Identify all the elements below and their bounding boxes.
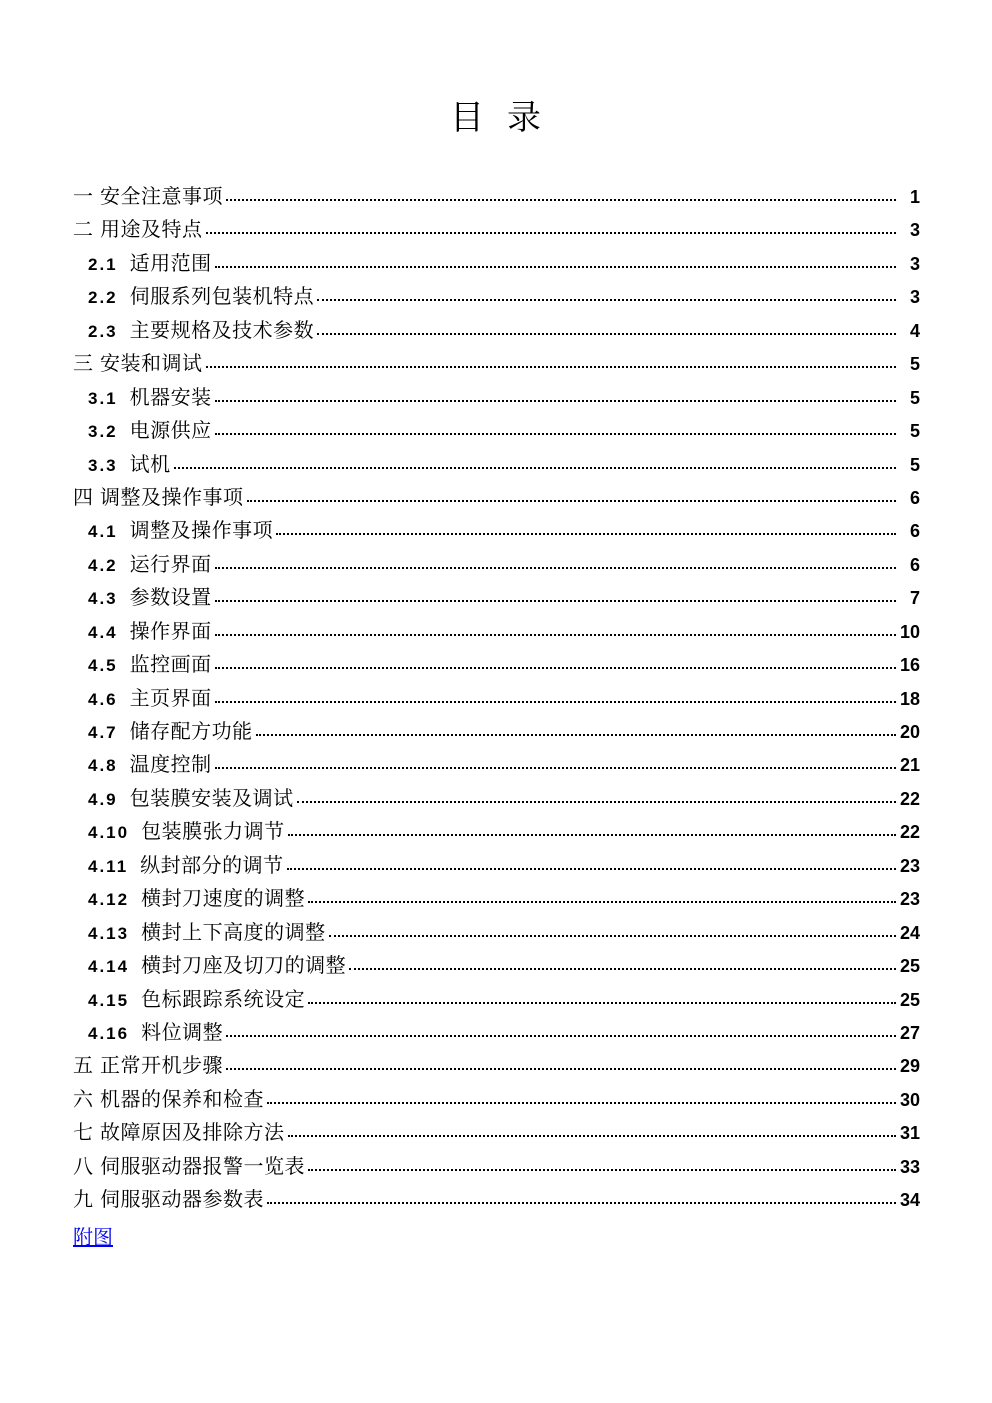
toc-leader-dots [215,266,896,268]
toc-leader-dots [215,701,896,703]
toc-leader-dots [215,634,896,636]
toc-entry[interactable] [73,749,920,782]
toc-entry-number: 3.1 [88,388,118,408]
toc-leader-dots [287,868,896,870]
toc-entry[interactable] [73,683,920,716]
toc-entry-page: 34 [899,1190,920,1211]
toc-entry-number: 3.3 [88,455,118,475]
toc-leader-dots [308,1002,896,1004]
toc-entry-page: 30 [899,1089,920,1110]
toc-entry-page: 20 [899,722,920,742]
toc-entry-label: 正常开机步骤 [100,1055,223,1078]
toc-entry-page: 23 [899,889,920,910]
toc-entry-page: 22 [899,788,920,809]
toc-entry-number: 3.2 [88,422,118,442]
toc-entry-label: 运行界面 [129,553,212,576]
toc-entry[interactable] [73,816,920,849]
toc-entry[interactable] [73,415,920,448]
toc-leader-dots [206,366,897,368]
toc-entry-label: 电源供应 [129,420,212,443]
toc-entry-number: 4.16 [88,1023,130,1043]
toc-leader-dots [297,801,896,803]
toc-leader-dots [267,1202,896,1204]
toc-entry[interactable] [73,248,920,281]
toc-entry-label: 伺服系列包装机特点 [129,286,315,309]
toc-leader-dots [215,600,896,602]
toc-leader-dots [174,467,896,469]
toc-entry-page: 5 [909,354,920,375]
toc-entry-number: 4.1 [88,522,118,542]
toc-entry-page: 3 [909,253,920,274]
toc-entry[interactable] [73,214,920,247]
toc-entry-label: 安装和调试 [100,353,203,376]
toc-entry-number: 一 [73,186,93,208]
toc-leader-dots [215,433,896,435]
toc-entry-label: 包装膜安装及调试 [129,787,294,810]
toc-entry-page: 6 [909,487,920,508]
toc-leader-dots [288,834,896,836]
toc-entry-number: 2.2 [88,288,118,308]
toc-entry-page: 6 [909,521,920,542]
toc-leader-dots [215,567,896,569]
toc-entry-page: 23 [899,855,920,876]
toc-leader-dots [288,1135,897,1137]
toc-entry-page: 24 [899,922,920,943]
toc-entry[interactable] [73,281,920,314]
toc-entry-number: 四 [73,486,93,509]
toc-leader-dots [308,1169,896,1171]
toc-entry-number: 2.1 [88,254,118,274]
toc-entry-label: 操作界面 [129,620,212,643]
toc-entry-label: 机器安装 [129,386,212,409]
toc-entry[interactable] [73,449,920,482]
toc-entry[interactable] [73,716,920,749]
toc-entry[interactable] [73,883,920,916]
toc-entry-label: 横封刀速度的调整 [141,888,306,911]
toc-entry-page: 10 [899,621,920,642]
toc-entry[interactable] [73,984,920,1017]
toc-entry-label: 主要规格及技术参数 [129,319,315,342]
toc-entry[interactable] [73,582,920,615]
toc-entry[interactable] [73,348,920,381]
toc-entry[interactable] [73,649,920,682]
toc-leader-dots [317,333,896,335]
toc-entry-label: 安全注意事项 [100,186,223,208]
toc-leader-dots [215,767,896,769]
toc-leader-dots [247,500,897,502]
toc-leader-dots [215,400,896,402]
toc-entry[interactable] [73,1084,920,1117]
toc-entry-number: 4.8 [88,756,118,776]
toc-entry-page: 3 [909,220,920,241]
toc-entry-number: 二 [73,219,93,242]
toc-entry-number: 七 [73,1122,93,1145]
toc-entry-page: 18 [899,688,920,709]
toc-entry[interactable] [73,549,920,582]
toc-entry-label: 调整及操作事项 [129,520,274,543]
toc-entry-number: 三 [73,353,93,376]
toc-entry-label: 适用范围 [129,252,212,275]
toc-entry-page: 22 [899,822,920,843]
toc-entry[interactable] [73,382,920,415]
toc-entry-label: 机器的保养和检查 [100,1088,264,1111]
toc-entry[interactable] [73,1050,920,1083]
toc-entry-number: 4.10 [88,823,130,843]
toc-leader-dots [317,299,896,301]
toc-leader-dots [226,1068,896,1070]
toc-entry[interactable] [73,783,920,816]
toc-leader-dots [256,734,896,736]
toc-entry-label: 伺服驱动器报警一览表 [100,1155,305,1178]
toc-entry-number: 4.14 [88,957,130,977]
toc-entry-page: 27 [899,1022,920,1043]
toc-entry-number: 2.3 [88,321,118,341]
toc-entry-page: 16 [899,655,920,676]
toc-entry-page: 1 [909,187,920,207]
toc-entry-page: 25 [899,956,920,977]
toc-entry-number: 4.5 [88,656,118,676]
toc-leader-dots [349,968,896,970]
toc-entry-number: 4.6 [88,689,118,709]
toc-entry-label: 储存配方功能 [129,721,253,743]
toc-entry-label: 料位调整 [141,1021,224,1044]
toc-entry[interactable] [73,1184,920,1217]
toc-entry[interactable] [73,515,920,548]
toc-entry[interactable] [73,1117,920,1150]
toc-entry[interactable] [73,850,920,883]
toc-leader-dots [329,935,896,937]
toc-leader-dots [206,232,897,234]
toc-entry-label: 主页界面 [129,687,212,710]
toc-entry-number: 4.11 [88,856,129,876]
toc-entry-number: 4.9 [88,789,118,809]
toc-entry-label: 伺服驱动器参数表 [100,1189,264,1212]
toc-entry-label: 故障原因及排除方法 [100,1122,285,1145]
toc-entry-label: 横封刀座及切刀的调整 [141,955,347,978]
toc-entry[interactable] [73,1151,920,1184]
toc-entry-label: 横封上下高度的调整 [141,921,326,944]
toc-entry[interactable] [73,950,920,983]
toc-entry-label: 包装膜张力调节 [141,821,285,844]
toc-entry[interactable] [73,181,920,214]
toc-entry-number: 4.4 [88,622,118,642]
toc-leader-dots [267,1102,896,1104]
toc-entry-number: 六 [73,1088,93,1111]
toc-entry-page: 5 [909,387,920,408]
toc-entry-label: 色标跟踪系统设定 [141,988,306,1011]
toc-entry[interactable] [73,917,920,950]
toc-entry[interactable] [73,315,920,348]
toc-entry-label: 纵封部分的调节 [140,854,284,877]
toc-entry-number: 4.2 [88,555,118,575]
toc-entry[interactable] [73,616,920,649]
toc-entry-label: 试机 [129,453,171,476]
toc-leader-dots [308,901,896,903]
page-title: 目 录 [450,100,543,137]
toc-entry-label: 温度控制 [129,754,212,777]
toc-leader-dots [215,667,896,669]
toc-entry-number: 4.7 [88,723,118,742]
toc-entry-page: 31 [899,1123,920,1144]
toc-leader-dots [276,533,896,535]
toc-entry-page: 25 [899,989,920,1010]
appendix-figures-link[interactable]: 附图 [73,1226,113,1249]
toc-entry-page: 5 [909,454,920,475]
toc-entry-page: 33 [899,1156,920,1177]
toc-entry-number: 八 [73,1155,93,1178]
appendix-row [73,1222,920,1255]
toc-entry-label: 监控画面 [129,654,212,677]
toc-entry-number: 4.15 [88,990,130,1010]
toc-entry-number: 五 [73,1055,93,1078]
toc-leader-dots [226,1035,896,1037]
toc-entry-number: 九 [73,1189,93,1212]
toc-entry-number: 4.12 [88,890,130,910]
toc-entry-page: 21 [899,755,920,776]
toc-leader-dots [226,199,896,201]
toc-entry-page: 3 [909,287,920,308]
toc-entry-number: 4.3 [88,589,118,609]
toc-entry-label: 调整及操作事项 [100,486,244,509]
toc-entry-page: 6 [909,554,920,575]
toc-entry-page: 7 [909,588,920,609]
toc-entry-number: 4.13 [88,923,130,943]
toc-entry[interactable] [73,482,920,515]
toc-entry[interactable] [73,1017,920,1050]
toc-entry-label: 参数设置 [129,587,212,610]
toc-entry-label: 用途及特点 [100,219,203,242]
toc-entry-page: 5 [909,421,920,442]
toc-list [73,181,920,1218]
toc-entry-page: 4 [909,320,920,341]
toc-entry-page: 29 [899,1056,920,1077]
